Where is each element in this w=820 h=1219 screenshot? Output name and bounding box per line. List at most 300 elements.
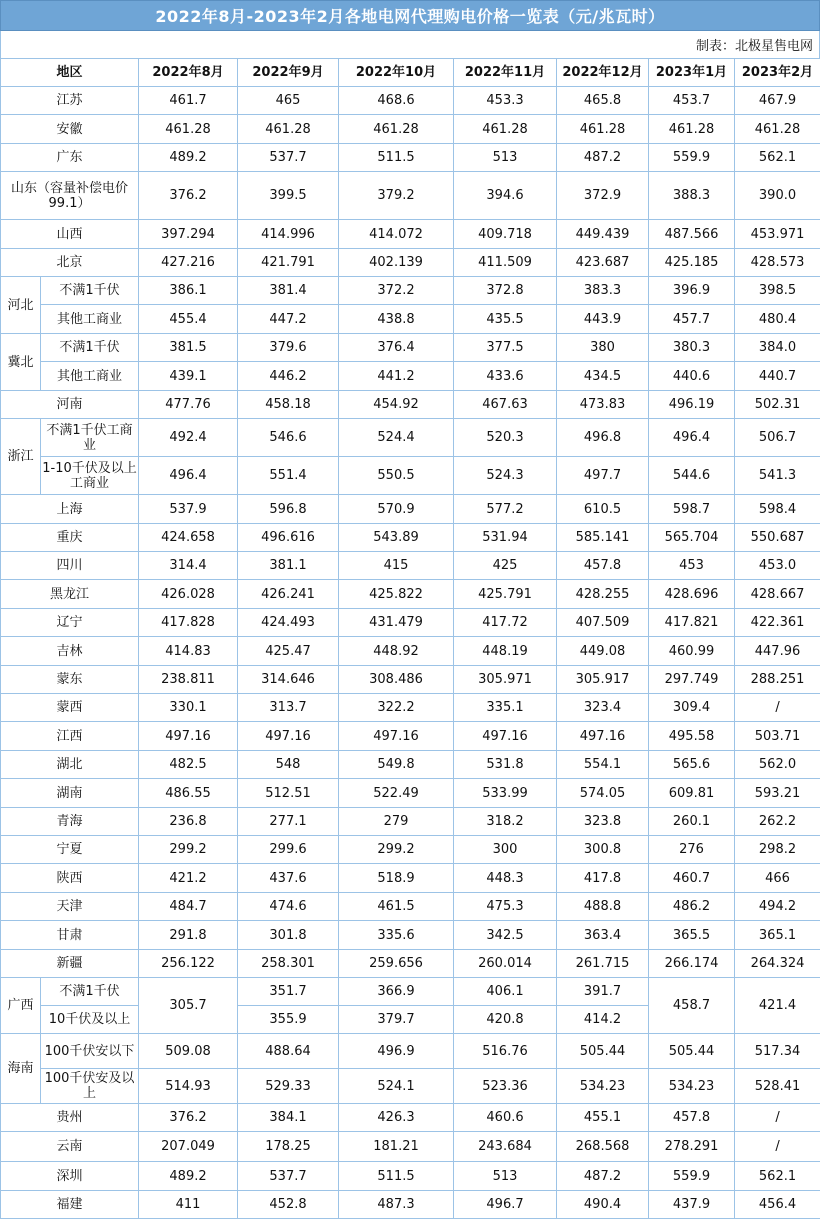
region-name: 天津 bbox=[1, 893, 139, 921]
price-cell: 448.92 bbox=[339, 637, 454, 666]
price-cell: 427.216 bbox=[139, 249, 238, 277]
price-cell: 534.23 bbox=[649, 1069, 735, 1104]
price-cell: 537.7 bbox=[238, 1162, 339, 1191]
price-cell: 426.028 bbox=[139, 580, 238, 609]
price-cell: 544.6 bbox=[649, 457, 735, 495]
price-cell: 495.58 bbox=[649, 722, 735, 751]
header-row bbox=[1, 59, 820, 87]
price-cell: 577.2 bbox=[454, 495, 557, 524]
price-cell: 299.6 bbox=[238, 836, 339, 864]
price-cell: 531.94 bbox=[454, 524, 557, 552]
table-row bbox=[1, 334, 820, 362]
region-name: 河南 bbox=[1, 391, 139, 419]
table-body bbox=[1, 59, 820, 1219]
price-cell: 238.811 bbox=[139, 666, 238, 694]
price-cell: 425.47 bbox=[238, 637, 339, 666]
region-name: 湖北 bbox=[1, 751, 139, 779]
price-cell: 417.828 bbox=[139, 609, 238, 637]
price-cell: 497.16 bbox=[557, 722, 649, 751]
price-cell: 372.9 bbox=[557, 172, 649, 220]
price-cell: 466 bbox=[735, 864, 820, 893]
subregion-name: 100千伏安及以上 bbox=[41, 1069, 139, 1104]
table-row bbox=[1, 249, 820, 277]
price-cell: 488.64 bbox=[238, 1034, 339, 1069]
header-month: 2022年12月 bbox=[557, 59, 649, 87]
region-name: 安徽 bbox=[1, 115, 139, 144]
price-cell: 511.5 bbox=[339, 1162, 454, 1191]
price-cell: 426.241 bbox=[238, 580, 339, 609]
price-cell: 440.6 bbox=[649, 362, 735, 391]
price-cell: 460.6 bbox=[454, 1104, 557, 1132]
price-cell: 517.34 bbox=[735, 1034, 820, 1069]
region-name: 蒙东 bbox=[1, 666, 139, 694]
table-row bbox=[1, 419, 820, 457]
price-cell: 314.4 bbox=[139, 552, 238, 580]
price-cell: 379.2 bbox=[339, 172, 454, 220]
price-cell: 434.5 bbox=[557, 362, 649, 391]
subregion-name: 10千伏及以上 bbox=[41, 1006, 139, 1034]
price-cell: 417.821 bbox=[649, 609, 735, 637]
price-cell: 488.8 bbox=[557, 893, 649, 921]
price-cell: 461.28 bbox=[238, 115, 339, 144]
table-row bbox=[1, 115, 820, 144]
price-cell: 523.36 bbox=[454, 1069, 557, 1104]
price-cell: 414.2 bbox=[557, 1006, 649, 1034]
price-cell: 497.16 bbox=[139, 722, 238, 751]
price-cell: 467.63 bbox=[454, 391, 557, 419]
price-cell: 236.8 bbox=[139, 808, 238, 836]
price-cell: 537.7 bbox=[238, 144, 339, 172]
price-cell: 447.2 bbox=[238, 305, 339, 334]
price-cell: 446.2 bbox=[238, 362, 339, 391]
price-cell: 496.9 bbox=[339, 1034, 454, 1069]
price-cell: 460.99 bbox=[649, 637, 735, 666]
price-cell: / bbox=[735, 1132, 820, 1162]
price-cell: 457.8 bbox=[649, 1104, 735, 1132]
price-cell: 509.08 bbox=[139, 1034, 238, 1069]
table-row bbox=[1, 172, 820, 220]
price-cell: 448.19 bbox=[454, 637, 557, 666]
region-name: 重庆 bbox=[1, 524, 139, 552]
price-cell: 496.4 bbox=[649, 419, 735, 457]
price-cell: 610.5 bbox=[557, 495, 649, 524]
price-cell: 550.687 bbox=[735, 524, 820, 552]
price-cell: 301.8 bbox=[238, 921, 339, 950]
price-cell: 490.4 bbox=[557, 1191, 649, 1219]
region-name: 陕西 bbox=[1, 864, 139, 893]
price-cell: 455.4 bbox=[139, 305, 238, 334]
price-cell: 305.7 bbox=[139, 978, 238, 1034]
table-row bbox=[1, 87, 820, 115]
price-cell: 421.791 bbox=[238, 249, 339, 277]
price-cell: 487.3 bbox=[339, 1191, 454, 1219]
price-cell: 596.8 bbox=[238, 495, 339, 524]
price-cell: 323.4 bbox=[557, 694, 649, 722]
table-row bbox=[1, 580, 820, 609]
region-name: 蒙西 bbox=[1, 694, 139, 722]
price-cell: 477.76 bbox=[139, 391, 238, 419]
price-cell: 372.2 bbox=[339, 277, 454, 305]
price-cell: 468.6 bbox=[339, 87, 454, 115]
price-cell: 407.509 bbox=[557, 609, 649, 637]
price-cell: 492.4 bbox=[139, 419, 238, 457]
price-cell: 513 bbox=[454, 1162, 557, 1191]
region-name: 上海 bbox=[1, 495, 139, 524]
table-row bbox=[1, 277, 820, 305]
price-cell: 428.667 bbox=[735, 580, 820, 609]
price-cell: 322.2 bbox=[339, 694, 454, 722]
subregion-name: 不满1千伏 bbox=[41, 277, 139, 305]
price-cell: 260.1 bbox=[649, 808, 735, 836]
price-cell: 598.4 bbox=[735, 495, 820, 524]
price-cell: 424.658 bbox=[139, 524, 238, 552]
price-cell: 308.486 bbox=[339, 666, 454, 694]
price-cell: 390.0 bbox=[735, 172, 820, 220]
price-cell: 531.8 bbox=[454, 751, 557, 779]
price-cell: 484.7 bbox=[139, 893, 238, 921]
price-cell: 376.2 bbox=[139, 172, 238, 220]
region-name: 吉林 bbox=[1, 637, 139, 666]
price-cell: 534.23 bbox=[557, 1069, 649, 1104]
price-cell: 425.791 bbox=[454, 580, 557, 609]
price-cell: 609.81 bbox=[649, 779, 735, 808]
price-cell: 441.2 bbox=[339, 362, 454, 391]
price-cell: 314.646 bbox=[238, 666, 339, 694]
price-cell: 546.6 bbox=[238, 419, 339, 457]
price-cell: 551.4 bbox=[238, 457, 339, 495]
price-cell: 437.6 bbox=[238, 864, 339, 893]
price-cell: 541.3 bbox=[735, 457, 820, 495]
price-cell: 422.361 bbox=[735, 609, 820, 637]
price-cell: 268.568 bbox=[557, 1132, 649, 1162]
price-cell: 482.5 bbox=[139, 751, 238, 779]
table-row bbox=[1, 722, 820, 751]
region-name: 山东（容量补偿电价99.1） bbox=[1, 172, 139, 220]
source-note: 制表：北极星售电网 bbox=[0, 31, 820, 58]
table-row bbox=[1, 637, 820, 666]
price-cell: 467.9 bbox=[735, 87, 820, 115]
subregion-name: 不满1千伏 bbox=[41, 334, 139, 362]
price-cell: 435.5 bbox=[454, 305, 557, 334]
price-cell: 391.7 bbox=[557, 978, 649, 1006]
table-row bbox=[1, 978, 820, 1006]
price-cell: 355.9 bbox=[238, 1006, 339, 1034]
price-cell: 460.7 bbox=[649, 864, 735, 893]
price-cell: 487.2 bbox=[557, 144, 649, 172]
price-cell: 262.2 bbox=[735, 808, 820, 836]
price-cell: 377.5 bbox=[454, 334, 557, 362]
table-row bbox=[1, 694, 820, 722]
price-cell: 453 bbox=[649, 552, 735, 580]
price-cell: 291.8 bbox=[139, 921, 238, 950]
price-cell: 559.9 bbox=[649, 1162, 735, 1191]
table-row bbox=[1, 524, 820, 552]
table-title: 2022年8月-2023年2月各地电网代理购电价格一览表（元/兆瓦时） bbox=[0, 0, 820, 31]
price-cell: 496.616 bbox=[238, 524, 339, 552]
region-group-name: 广西 bbox=[1, 978, 41, 1034]
price-cell: 457.7 bbox=[649, 305, 735, 334]
price-cell: 406.1 bbox=[454, 978, 557, 1006]
region-name: 江苏 bbox=[1, 87, 139, 115]
price-cell: / bbox=[735, 1104, 820, 1132]
price-cell: 394.6 bbox=[454, 172, 557, 220]
price-cell: 365.1 bbox=[735, 921, 820, 950]
price-cell: 511.5 bbox=[339, 144, 454, 172]
price-cell: 449.08 bbox=[557, 637, 649, 666]
header-month: 2022年9月 bbox=[238, 59, 339, 87]
region-name: 云南 bbox=[1, 1132, 139, 1162]
subregion-name: 其他工商业 bbox=[41, 305, 139, 334]
price-cell: 562.0 bbox=[735, 751, 820, 779]
region-name: 深圳 bbox=[1, 1162, 139, 1191]
price-cell: 489.2 bbox=[139, 144, 238, 172]
price-cell: 518.9 bbox=[339, 864, 454, 893]
table-row bbox=[1, 220, 820, 249]
price-cell: 428.696 bbox=[649, 580, 735, 609]
price-cell: 465.8 bbox=[557, 87, 649, 115]
price-cell: 396.9 bbox=[649, 277, 735, 305]
price-cell: 574.05 bbox=[557, 779, 649, 808]
price-cell: 414.072 bbox=[339, 220, 454, 249]
price-cell: 431.479 bbox=[339, 609, 454, 637]
price-cell: 473.83 bbox=[557, 391, 649, 419]
price-table bbox=[0, 58, 820, 1219]
price-cell: 433.6 bbox=[454, 362, 557, 391]
table-row bbox=[1, 808, 820, 836]
header-region: 地区 bbox=[1, 59, 139, 87]
region-name: 广东 bbox=[1, 144, 139, 172]
table-row bbox=[1, 1034, 820, 1069]
price-cell: 480.4 bbox=[735, 305, 820, 334]
price-cell: 497.16 bbox=[454, 722, 557, 751]
price-cell: 299.2 bbox=[339, 836, 454, 864]
price-cell: 380.3 bbox=[649, 334, 735, 362]
price-cell: 443.9 bbox=[557, 305, 649, 334]
price-cell: 439.1 bbox=[139, 362, 238, 391]
price-cell: 548 bbox=[238, 751, 339, 779]
price-cell: 323.8 bbox=[557, 808, 649, 836]
price-cell: 585.141 bbox=[557, 524, 649, 552]
price-cell: 276 bbox=[649, 836, 735, 864]
price-cell: 533.99 bbox=[454, 779, 557, 808]
region-name: 四川 bbox=[1, 552, 139, 580]
price-cell: 335.1 bbox=[454, 694, 557, 722]
price-cell: 351.7 bbox=[238, 978, 339, 1006]
price-cell: 452.8 bbox=[238, 1191, 339, 1219]
price-cell: 497.16 bbox=[238, 722, 339, 751]
price-cell: 437.9 bbox=[649, 1191, 735, 1219]
price-cell: 461.28 bbox=[735, 115, 820, 144]
header-month: 2023年1月 bbox=[649, 59, 735, 87]
table-row bbox=[1, 1069, 820, 1104]
table-row bbox=[1, 779, 820, 808]
price-cell: 448.3 bbox=[454, 864, 557, 893]
price-cell: 524.3 bbox=[454, 457, 557, 495]
table-row bbox=[1, 893, 820, 921]
price-cell: 475.3 bbox=[454, 893, 557, 921]
table-row bbox=[1, 950, 820, 978]
price-cell: 513 bbox=[454, 144, 557, 172]
price-cell: 455.1 bbox=[557, 1104, 649, 1132]
price-cell: 461.5 bbox=[339, 893, 454, 921]
price-cell: 381.1 bbox=[238, 552, 339, 580]
price-cell: 417.8 bbox=[557, 864, 649, 893]
price-cell: 425.822 bbox=[339, 580, 454, 609]
table-row bbox=[1, 836, 820, 864]
price-cell: 366.9 bbox=[339, 978, 454, 1006]
table-row bbox=[1, 391, 820, 419]
table-row bbox=[1, 666, 820, 694]
price-cell: 512.51 bbox=[238, 779, 339, 808]
price-cell: 487.566 bbox=[649, 220, 735, 249]
price-cell: / bbox=[735, 694, 820, 722]
price-cell: 372.8 bbox=[454, 277, 557, 305]
price-cell: 489.2 bbox=[139, 1162, 238, 1191]
price-cell: 330.1 bbox=[139, 694, 238, 722]
price-cell: 381.4 bbox=[238, 277, 339, 305]
price-cell: 486.55 bbox=[139, 779, 238, 808]
price-cell: 458.18 bbox=[238, 391, 339, 419]
price-cell: 266.174 bbox=[649, 950, 735, 978]
price-cell: 261.715 bbox=[557, 950, 649, 978]
region-name: 山西 bbox=[1, 220, 139, 249]
price-cell: 447.96 bbox=[735, 637, 820, 666]
price-cell: 260.014 bbox=[454, 950, 557, 978]
price-cell: 256.122 bbox=[139, 950, 238, 978]
price-cell: 461.28 bbox=[454, 115, 557, 144]
price-cell: 562.1 bbox=[735, 1162, 820, 1191]
price-cell: 279 bbox=[339, 808, 454, 836]
price-cell: 593.21 bbox=[735, 779, 820, 808]
price-cell: 414.83 bbox=[139, 637, 238, 666]
price-cell: 554.1 bbox=[557, 751, 649, 779]
header-month: 2022年11月 bbox=[454, 59, 557, 87]
price-cell: 300.8 bbox=[557, 836, 649, 864]
region-name: 黑龙江 bbox=[1, 580, 139, 609]
region-name: 辽宁 bbox=[1, 609, 139, 637]
price-cell: 278.291 bbox=[649, 1132, 735, 1162]
region-name: 青海 bbox=[1, 808, 139, 836]
table-row bbox=[1, 921, 820, 950]
price-cell: 425 bbox=[454, 552, 557, 580]
region-name: 福建 bbox=[1, 1191, 139, 1219]
price-cell: 421.2 bbox=[139, 864, 238, 893]
price-cell: 454.92 bbox=[339, 391, 454, 419]
price-cell: 411 bbox=[139, 1191, 238, 1219]
price-cell: 514.93 bbox=[139, 1069, 238, 1104]
price-cell: 496.4 bbox=[139, 457, 238, 495]
price-cell: 438.8 bbox=[339, 305, 454, 334]
price-cell: 424.493 bbox=[238, 609, 339, 637]
price-cell: 537.9 bbox=[139, 495, 238, 524]
price-cell: 453.7 bbox=[649, 87, 735, 115]
price-cell: 461.28 bbox=[339, 115, 454, 144]
price-cell: 453.3 bbox=[454, 87, 557, 115]
table-row bbox=[1, 751, 820, 779]
price-cell: 397.294 bbox=[139, 220, 238, 249]
subregion-name: 100千伏安以下 bbox=[41, 1034, 139, 1069]
price-cell: 506.7 bbox=[735, 419, 820, 457]
price-cell: 381.5 bbox=[139, 334, 238, 362]
price-cell: 298.2 bbox=[735, 836, 820, 864]
price-cell: 420.8 bbox=[454, 1006, 557, 1034]
price-cell: 457.8 bbox=[557, 552, 649, 580]
region-group-name: 冀北 bbox=[1, 334, 41, 391]
price-cell: 379.6 bbox=[238, 334, 339, 362]
subregion-name: 1-10千伏及以上工商业 bbox=[41, 457, 139, 495]
price-cell: 502.31 bbox=[735, 391, 820, 419]
price-cell: 365.5 bbox=[649, 921, 735, 950]
region-name: 江西 bbox=[1, 722, 139, 751]
price-cell: 264.324 bbox=[735, 950, 820, 978]
price-cell: 453.971 bbox=[735, 220, 820, 249]
region-group-name: 海南 bbox=[1, 1034, 41, 1104]
price-cell: 503.71 bbox=[735, 722, 820, 751]
subregion-name: 其他工商业 bbox=[41, 362, 139, 391]
price-cell: 402.139 bbox=[339, 249, 454, 277]
price-cell: 550.5 bbox=[339, 457, 454, 495]
price-cell: 383.3 bbox=[557, 277, 649, 305]
price-cell: 305.971 bbox=[454, 666, 557, 694]
price-cell: 453.0 bbox=[735, 552, 820, 580]
price-cell: 524.4 bbox=[339, 419, 454, 457]
price-cell: 309.4 bbox=[649, 694, 735, 722]
price-cell: 486.2 bbox=[649, 893, 735, 921]
price-cell: 425.185 bbox=[649, 249, 735, 277]
table-row bbox=[1, 457, 820, 495]
price-cell: 458.7 bbox=[649, 978, 735, 1034]
price-cell: 505.44 bbox=[557, 1034, 649, 1069]
price-cell: 465 bbox=[238, 87, 339, 115]
price-cell: 562.1 bbox=[735, 144, 820, 172]
price-cell: 409.718 bbox=[454, 220, 557, 249]
subregion-name: 不满1千伏工商业 bbox=[41, 419, 139, 457]
price-cell: 178.25 bbox=[238, 1132, 339, 1162]
price-cell: 570.9 bbox=[339, 495, 454, 524]
price-cell: 313.7 bbox=[238, 694, 339, 722]
price-cell: 376.4 bbox=[339, 334, 454, 362]
table-row bbox=[1, 864, 820, 893]
price-cell: 496.8 bbox=[557, 419, 649, 457]
price-cell: 505.44 bbox=[649, 1034, 735, 1069]
price-cell: 494.2 bbox=[735, 893, 820, 921]
price-cell: 243.684 bbox=[454, 1132, 557, 1162]
region-name: 宁夏 bbox=[1, 836, 139, 864]
price-cell: 399.5 bbox=[238, 172, 339, 220]
price-cell: 461.28 bbox=[557, 115, 649, 144]
price-cell: 384.0 bbox=[735, 334, 820, 362]
price-cell: 423.687 bbox=[557, 249, 649, 277]
price-cell: 565.6 bbox=[649, 751, 735, 779]
price-cell: 384.1 bbox=[238, 1104, 339, 1132]
price-cell: 559.9 bbox=[649, 144, 735, 172]
price-cell: 428.255 bbox=[557, 580, 649, 609]
region-name: 新疆 bbox=[1, 950, 139, 978]
header-month: 2022年8月 bbox=[139, 59, 238, 87]
price-cell: 598.7 bbox=[649, 495, 735, 524]
region-group-name: 浙江 bbox=[1, 419, 41, 495]
price-cell: 461.7 bbox=[139, 87, 238, 115]
table-row bbox=[1, 609, 820, 637]
price-cell: 461.28 bbox=[139, 115, 238, 144]
table-row bbox=[1, 495, 820, 524]
price-cell: 529.33 bbox=[238, 1069, 339, 1104]
price-cell: 318.2 bbox=[454, 808, 557, 836]
table-row bbox=[1, 362, 820, 391]
price-cell: 363.4 bbox=[557, 921, 649, 950]
price-cell: 380 bbox=[557, 334, 649, 362]
price-cell: 456.4 bbox=[735, 1191, 820, 1219]
